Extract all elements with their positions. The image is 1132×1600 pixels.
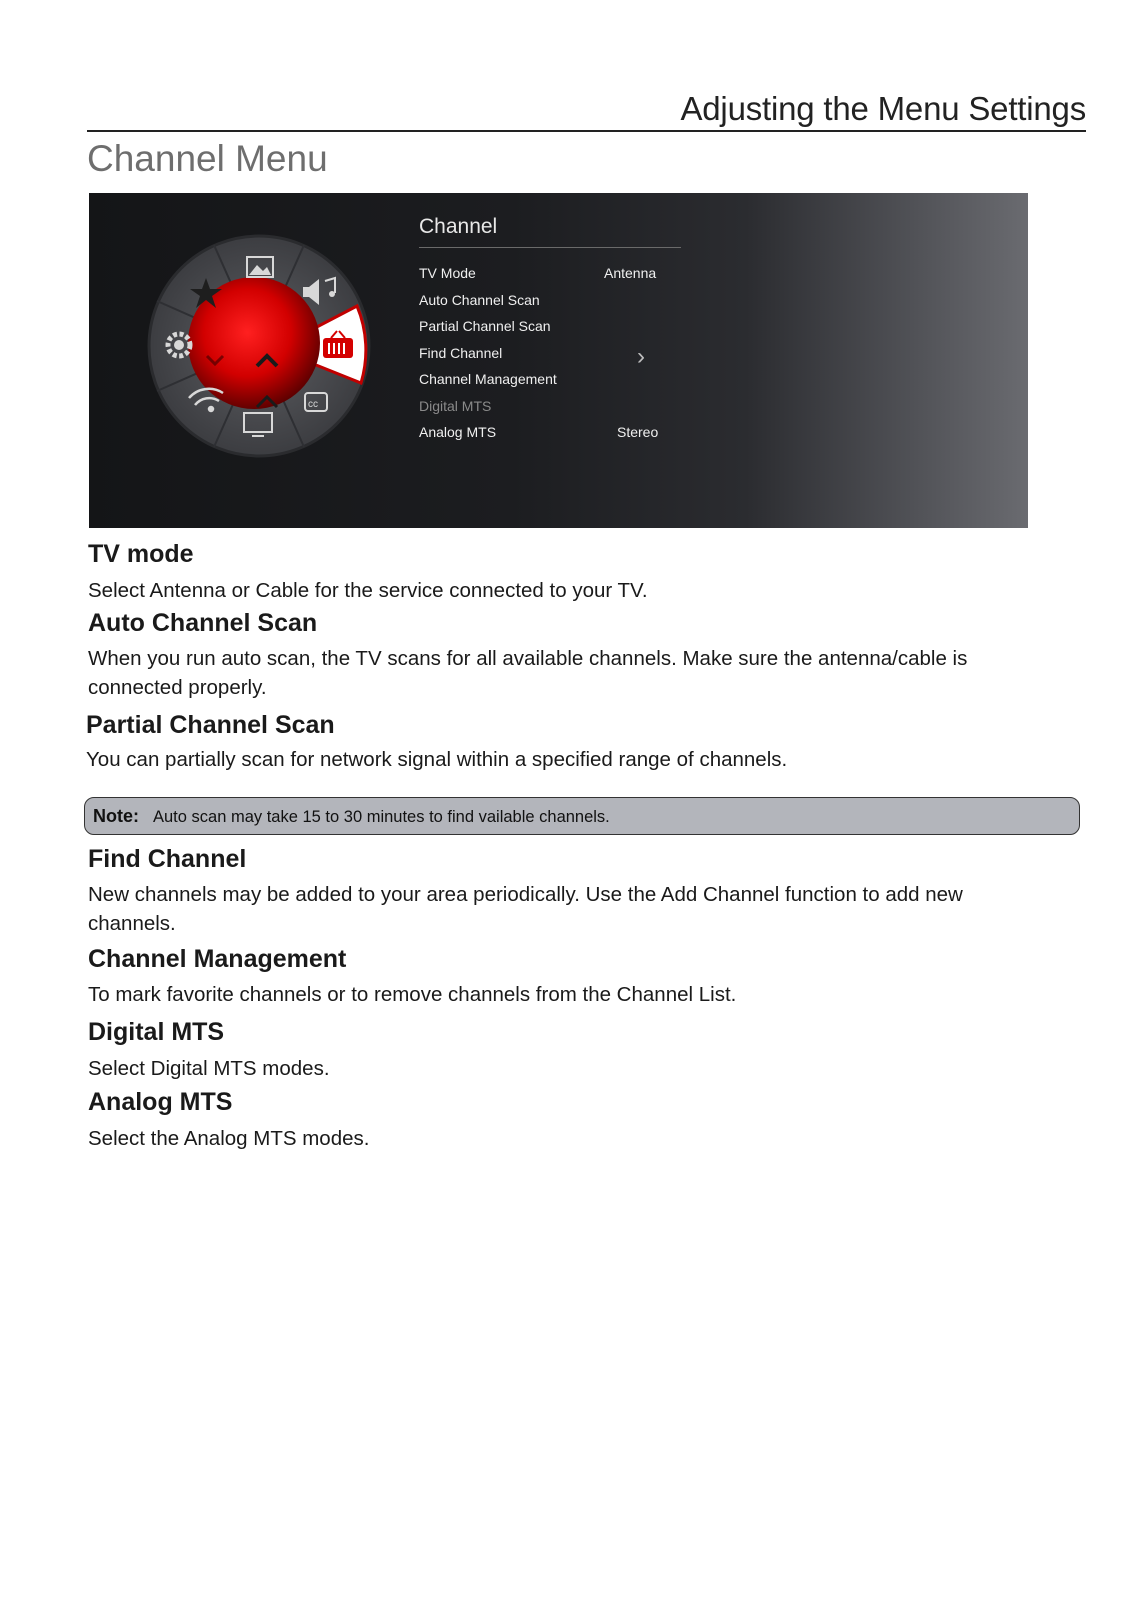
heading-digital-mts: Digital MTS <box>88 1018 225 1046</box>
channel-menu-panel <box>419 215 719 446</box>
note-text: Auto scan may take 15 to 30 minutes to find vailable channels. <box>153 808 610 826</box>
heading-channel-management: Channel Management <box>88 945 347 973</box>
body-channel-management: To mark favorite channels or to remove channels from the Channel List. <box>88 983 737 1006</box>
heading-find-channel: Find Channel <box>88 845 247 873</box>
menu-title: Channel <box>419 215 498 238</box>
menu-item-label: Find Channel <box>419 344 503 361</box>
menu-item-label: Channel Management <box>419 371 557 387</box>
body-find-channel: New channels may be added to your area periodically. Use the Add Channel function to add new channels. <box>88 883 963 935</box>
menu-item-label: TV Mode <box>419 265 476 281</box>
menu-item-partial-channel-scan[interactable] <box>419 313 719 340</box>
body-tv-mode: Select Antenna or Cable for the service connected to your TV. <box>88 579 648 602</box>
menu-item-channel-management[interactable] <box>419 366 719 393</box>
menu-item-value: Stereo <box>617 424 659 440</box>
menu-item-value: Antenna <box>604 265 657 281</box>
menu-list <box>419 260 719 446</box>
menu-item-tv-mode[interactable] <box>419 260 719 287</box>
section-title: Channel Menu <box>87 138 328 179</box>
body-digital-mts: Select Digital MTS modes. <box>88 1057 330 1080</box>
heading-tv-mode: TV mode <box>88 540 194 568</box>
chevron-right-icon[interactable]: › <box>637 343 645 370</box>
note-box <box>84 797 1080 835</box>
tv-menu-screenshot <box>89 193 1028 528</box>
heading-analog-mts: Analog MTS <box>88 1088 233 1116</box>
heading-partial-channel-scan: Partial Channel Scan <box>86 711 335 739</box>
svg-text:cc: cc <box>308 399 318 410</box>
body-analog-mts: Select the Analog MTS modes. <box>88 1127 370 1150</box>
menu-dial <box>89 193 419 528</box>
body-auto-channel-scan: When you run auto scan, the TV scans for all available channels. Make sure the antenna/cable is connected properly. <box>88 647 968 699</box>
menu-item-auto-channel-scan[interactable] <box>419 287 719 314</box>
menu-item-digital-mts <box>419 393 719 420</box>
menu-item-label: Partial Channel Scan <box>419 318 551 334</box>
note-label: Note: <box>93 806 139 826</box>
menu-item-find-channel[interactable] <box>419 340 719 367</box>
menu-item-label: Auto Channel Scan <box>419 291 540 308</box>
page-header-title: Adjusting the Menu Settings <box>680 90 1086 127</box>
menu-item-analog-mts[interactable] <box>419 419 719 446</box>
menu-divider <box>419 247 681 248</box>
heading-auto-channel-scan: Auto Channel Scan <box>88 609 318 637</box>
header-divider <box>87 130 1086 132</box>
body-partial-channel-scan: You can partially scan for network signal within a specified range of channels. <box>86 748 788 771</box>
menu-item-label: Analog MTS <box>419 424 497 440</box>
menu-item-label: Digital MTS <box>419 397 492 414</box>
